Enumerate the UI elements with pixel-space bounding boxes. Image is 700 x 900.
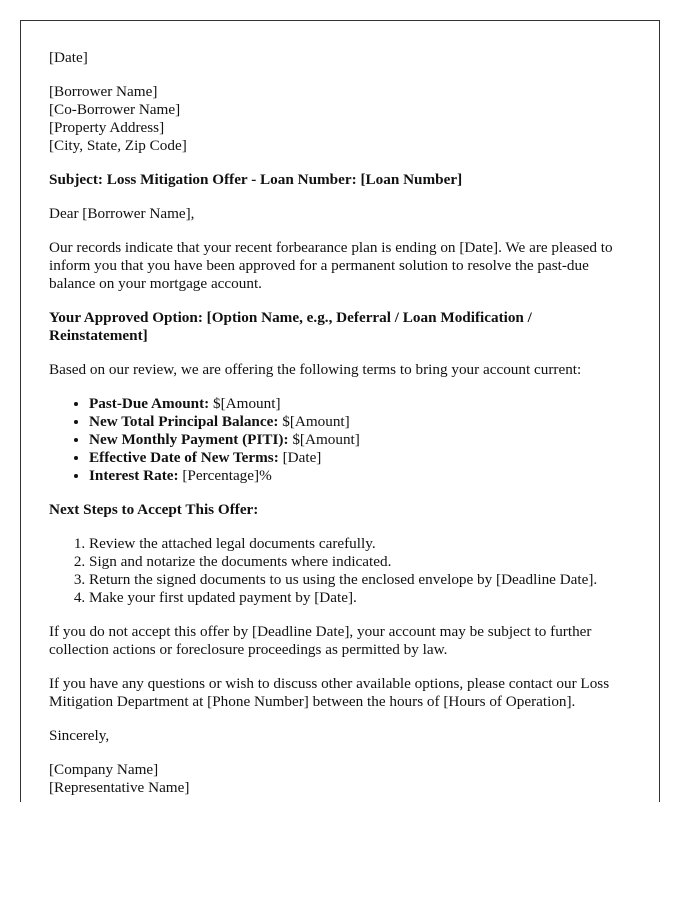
signature-block <box>49 761 631 797</box>
term-item <box>89 395 631 413</box>
terms-list <box>49 395 631 485</box>
term-value: [Percentage]% <box>178 467 272 484</box>
property-address: [Property Address] <box>49 119 165 136</box>
next-steps-list <box>49 535 631 607</box>
term-value: $[Amount] <box>209 395 281 412</box>
warning-paragraph: If you do not accept this offer by [Deadline Date], your account may be subject to further collection actions or foreclosure proceedings as permitted by law. <box>49 623 592 658</box>
terms-intro: Based on our review, we are offering the following terms to bring your account current: <box>49 361 582 378</box>
closing: Sincerely, <box>49 727 110 744</box>
step-item: 2. Sign and notarize the documents where indicated. <box>89 553 631 571</box>
letter-date: [Date] <box>49 49 88 66</box>
intro-paragraph: Our records indicate that your recent forbearance plan is ending on [Date]. We are pleased to inform you that you have been approved for a permanent solution to resolve the past-due balance on your mortgage account. <box>49 239 613 292</box>
letter-frame <box>20 20 660 802</box>
term-label: Past-Due Amount: <box>89 395 210 412</box>
letter-body <box>21 21 659 797</box>
step-item: 4. Make your first updated payment by [Date]. <box>89 589 631 607</box>
term-label: New Total Principal Balance: <box>89 413 279 430</box>
term-value: [Date] <box>278 449 322 466</box>
term-item <box>89 449 631 467</box>
term-item <box>89 431 631 449</box>
step-item: 3. Return the signed documents to us using the enclosed envelope by [Deadline Date]. <box>89 571 631 589</box>
term-value: $[Amount] <box>278 413 350 430</box>
recipient-address <box>49 83 631 155</box>
contact-paragraph: If you have any questions or wish to discuss other available options, please contact our Loss Mitigation Department at [Phone Number] between the hours of [Hours of Operation]. <box>49 675 610 710</box>
subject-line: Subject: Loss Mitigation Offer - Loan Number: [Loan Number] <box>49 171 463 188</box>
borrower-name: [Borrower Name] <box>49 83 158 100</box>
co-borrower-name: [Co-Borrower Name] <box>49 101 181 118</box>
term-item <box>89 467 631 485</box>
next-steps-heading: Next Steps to Accept This Offer: <box>49 501 259 518</box>
term-value: $[Amount] <box>288 431 360 448</box>
representative-name: [Representative Name] <box>49 779 190 796</box>
term-label: Interest Rate: <box>89 467 179 484</box>
step-item: 1. Review the attached legal documents carefully. <box>89 535 631 553</box>
city-state-zip: [City, State, Zip Code] <box>49 137 187 154</box>
approved-option-heading: Your Approved Option: [Option Name, e.g., Deferral / Loan Modification / Reinstatement] <box>49 309 532 344</box>
company-name: [Company Name] <box>49 761 159 778</box>
salutation: Dear [Borrower Name], <box>49 205 195 222</box>
term-label: New Monthly Payment (PITI): <box>89 431 289 448</box>
term-item <box>89 413 631 431</box>
term-label: Effective Date of New Terms: <box>89 449 279 466</box>
